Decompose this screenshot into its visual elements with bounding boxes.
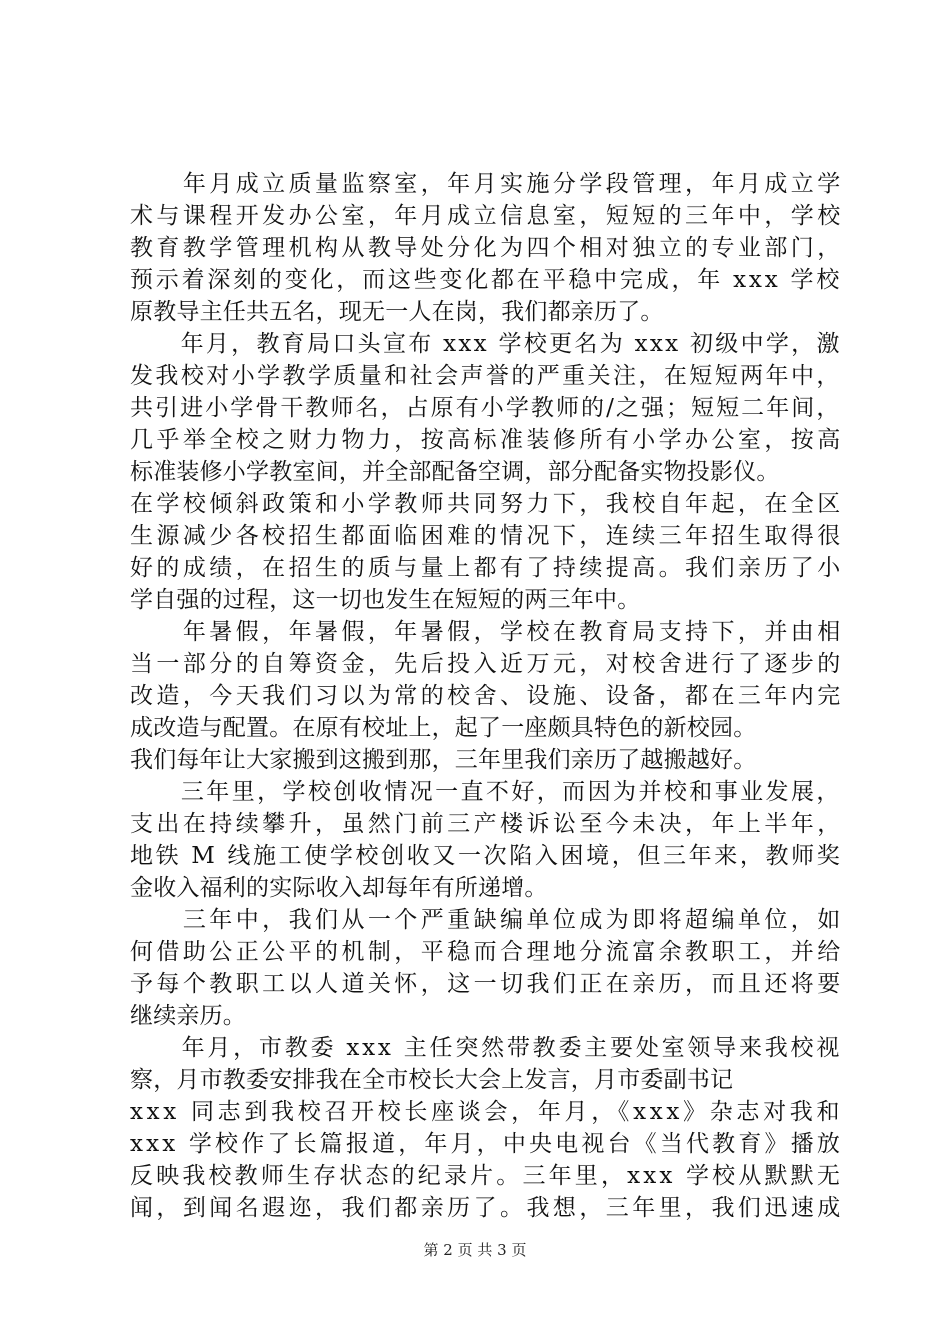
document-body — [130, 168, 844, 1224]
text-line: 金收入福利的实际收入却每年有所递增。 — [130, 875, 548, 901]
text-line: 改造，今天我们习以为常的校舍、设施、设备，都在三年内完 — [130, 683, 844, 709]
text-line: 年月，教育局口头宣布 xxx 学校更名为 xxx 初级中学，激 — [130, 331, 842, 357]
text-line: 术与课程开发办公室，年月成立信息室，短短的三年中，学校 — [130, 203, 844, 229]
text-line: xxx 学校作了长篇报道，年月，中央电视台《当代教育》播放 — [130, 1131, 843, 1157]
text-line: xxx 同志到我校召开校长座谈会，年月，《xxx》杂志对我和 — [130, 1099, 844, 1125]
text-line: 支出在持续攀升，虽然门前三产楼诉讼至今未决，年上半年， — [130, 811, 844, 837]
text-line: 生源减少各校招生都面临困难的情况下，连续三年招生取得很 — [130, 523, 844, 549]
text-line: 成改造与配置。在原有校址上，起了一座颇具特色的新校园。 — [130, 715, 757, 741]
text-line: 地铁 M 线施工使学校创收又一次陷入困境，但三年来，教师奖 — [130, 843, 843, 869]
text-line: 继续亲历。 — [130, 1003, 246, 1029]
text-line: 年月，市教委 xxx 主任突然带教委主要处室领导来我校视 — [130, 1035, 843, 1061]
text-line: 当一部分的自筹资金，先后投入近万元，对校舍进行了逐步的 — [130, 651, 844, 677]
text-line: 标准装修小学教室间，并全部配备空调，部分配备实物投影仪。 — [130, 459, 780, 485]
text-line: 三年中，我们从一个严重缺编单位成为即将超编单位，如 — [130, 907, 844, 933]
text-line: 予每个教职工以人道关怀，这一切我们正在亲历，而且还将要 — [130, 971, 844, 997]
text-line: 教育教学管理机构从教导处分化为四个相对独立的专业部门， — [130, 235, 844, 261]
text-line: 反映我校教师生存状态的纪录片。三年里，xxx 学校从默默无 — [130, 1163, 843, 1189]
text-line: 预示着深刻的变化，而这些变化都在平稳中完成，年 xxx 学校 — [130, 267, 843, 293]
text-line: 年暑假，年暑假，年暑假，学校在教育局支持下，并由相 — [130, 619, 844, 645]
text-line: 共引进小学骨干教师名，占原有小学教师的/之强；短短二年间， — [130, 395, 842, 421]
text-line: 察，月市教委安排我在全市校长大会上发言，月市委副书记 — [130, 1067, 734, 1093]
text-line: 我们每年让大家搬到这搬到那，三年里我们亲历了越搬越好。 — [130, 747, 757, 773]
text-line: 三年里，学校创收情况一直不好，而因为并校和事业发展， — [130, 779, 842, 805]
text-line: 何借助公正公平的机制，平稳而合理地分流富余教职工，并给 — [130, 939, 844, 965]
text-line: 发我校对小学教学质量和社会声誉的严重关注，在短短两年中， — [130, 363, 842, 389]
text-line: 闻，到闻名遐迩，我们都亲历了。我想，三年里，我们迅速成 — [130, 1195, 844, 1221]
text-line: 年月成立质量监察室，年月实施分学段管理，年月成立学 — [130, 171, 844, 197]
text-line: 原教导主任共五名，现无一人在岗，我们都亲历了。 — [130, 299, 664, 325]
text-line: 学自强的过程，这一切也发生在短短的两三年中。 — [130, 587, 641, 613]
text-line: 在学校倾斜政策和小学教师共同努力下，我校自年起，在全区 — [130, 491, 844, 517]
text-line: 几乎举全校之财力物力，按高标准装修所有小学办公室，按高 — [130, 427, 844, 453]
page-footer: 第 2 页 共 3 页 — [423, 1241, 527, 1259]
text-line: 好的成绩，在招生的质与量上都有了持续提高。我们亲历了小 — [130, 555, 844, 581]
